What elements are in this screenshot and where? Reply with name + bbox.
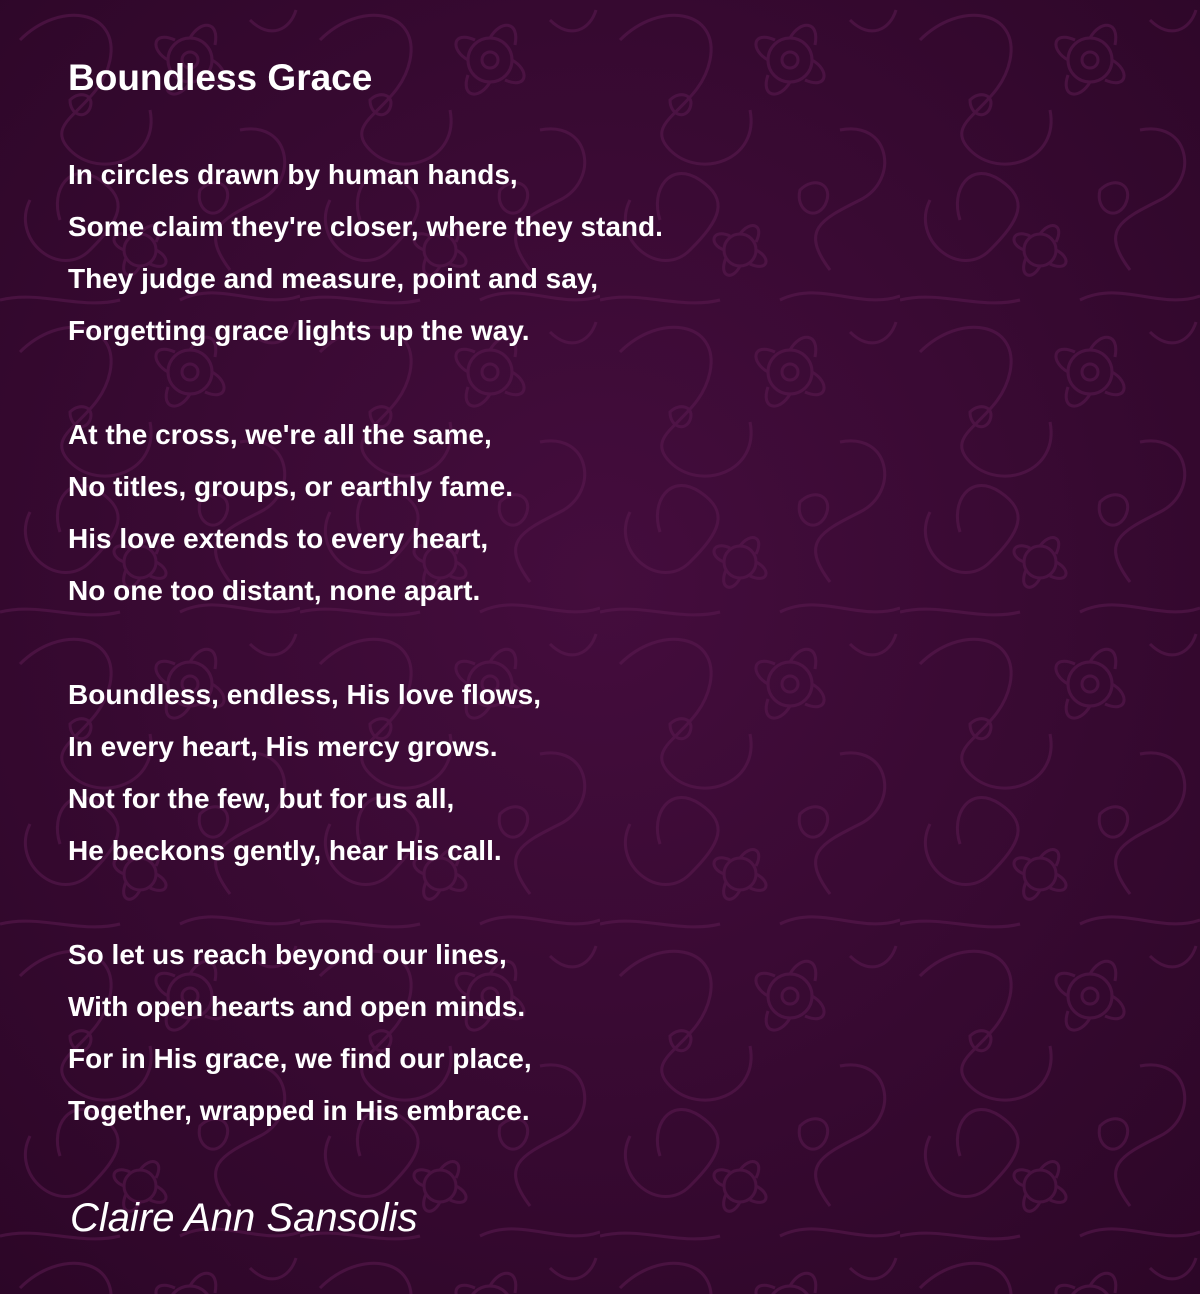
poem-line: In every heart, His mercy grows. [68,731,498,762]
poem-stanza [68,409,513,617]
poem-stanza [68,929,532,1137]
poem-line: So let us reach beyond our lines, [68,939,507,970]
poem-title: Boundless Grace [68,57,373,98]
poem-stanza [68,669,541,877]
poem-stanza [68,149,663,357]
poem-line: No titles, groups, or earthly fame. [68,471,513,502]
poem-line: Some claim they're closer, where they stand. [68,211,663,242]
poem-line: No one too distant, none apart. [68,575,481,606]
poem-line: Boundless, endless, His love flows, [68,679,542,710]
poem-line: Forgetting grace lights up the way. [68,315,530,346]
poem-line: Not for the few, but for us all, [68,783,455,814]
poem-line: In circles drawn by human hands, [68,159,518,190]
poem-line: He beckons gently, hear His call. [68,835,502,866]
poem-line: Together, wrapped in His embrace. [68,1095,530,1126]
poem-line: For in His grace, we find our place, [68,1043,532,1074]
poem-author: Claire Ann Sansolis [70,1196,418,1240]
poem-line: With open hearts and open minds. [68,991,526,1022]
poem-line: His love extends to every heart, [68,523,489,554]
poem-line: They judge and measure, point and say, [68,263,599,294]
poem-line: At the cross, we're all the same, [68,419,492,450]
